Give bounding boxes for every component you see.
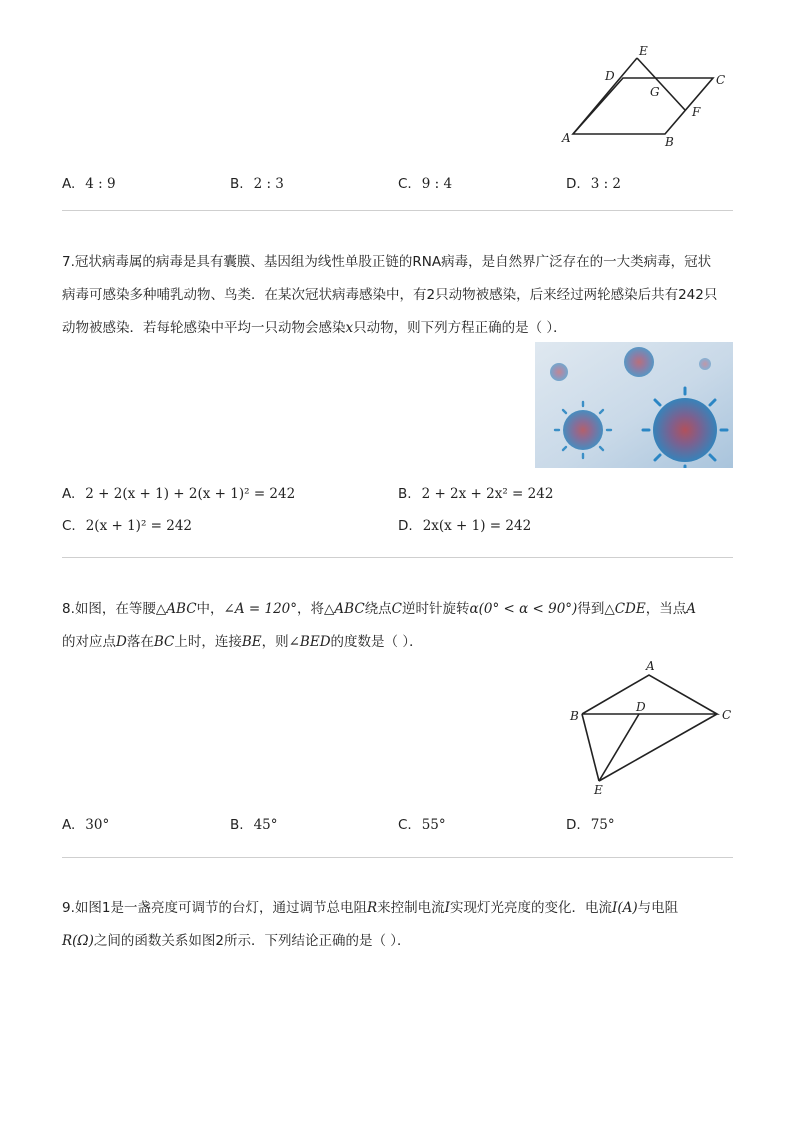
q9-stem-line2: R(Ω)之间的函数关系如图2所示．下列结论正确的是（ ）． <box>62 933 411 949</box>
q6-figure <box>555 38 735 150</box>
q6-line-ef <box>637 58 685 110</box>
q6-label-d: D <box>605 69 615 83</box>
q8-line-be <box>582 714 599 781</box>
q8-label-c: C <box>722 708 732 722</box>
q8-label-d: D <box>636 700 646 714</box>
q8-line-de <box>599 714 639 781</box>
q8-option-a[interactable]: A. 30° <box>62 817 110 833</box>
divider <box>62 857 733 858</box>
q6-label-c: C <box>716 73 726 87</box>
q9-stem-line1: 9.如图1是一盏亮度可调节的台灯，通过调节总电阻R来控制电流I实现灯光亮度的变化．电流I(A)与电阻 <box>62 900 679 916</box>
q8-line-ce <box>599 714 717 781</box>
q6-label-a: A <box>562 131 571 145</box>
q7-stem-line3: 动物被感染．若每轮感染中平均一只动物会感染x只动物，则下列方程正确的是（ ）． <box>62 320 567 336</box>
q6-label-g: G <box>650 85 660 99</box>
q6-option-d[interactable]: D. 3 : 2 <box>566 176 621 192</box>
virus-medium <box>555 402 611 458</box>
q6-option-c[interactable]: C. 9 : 4 <box>398 176 453 192</box>
virus-photo <box>535 342 733 468</box>
q7-option-a[interactable]: A. 2 + 2(x + 1) + 2(x + 1)² = 242 <box>62 486 296 502</box>
q6-label-f: F <box>692 105 701 119</box>
q8-label-a: A <box>646 659 655 673</box>
q7-stem-line2: 病毒可感染多种哺乳动物、鸟类．在某次冠状病毒感染中，有2只动物被感染，后来经过两轮感染后共有242只 <box>62 287 718 303</box>
q6-option-b[interactable]: B. 2 : 3 <box>230 176 284 192</box>
q7-option-c[interactable]: C. 2(x + 1)² = 242 <box>62 518 193 534</box>
divider <box>62 557 733 558</box>
q6-label-e: E <box>639 44 648 58</box>
q6-label-b: B <box>665 135 674 149</box>
q8-label-e: E <box>594 783 603 797</box>
q8-label-b: B <box>570 709 579 723</box>
q8-option-c[interactable]: C. 55° <box>398 817 446 833</box>
q8-option-b[interactable]: B. 45° <box>230 817 278 833</box>
q8-stem-line1: 8.如图，在等腰△ABC中，∠A = 120°，将△ABC绕点C逆时针旋转α(0° < α < 90°)得到△CDE，当点A <box>62 601 696 617</box>
q7-stem-line1: 7.冠状病毒属的病毒是具有囊膜、基因组为线性单股正链的RNA病毒，是自然界广泛存在的一大类病毒，冠状 <box>62 254 712 270</box>
q7-option-d[interactable]: D. 2x(x + 1) = 242 <box>398 518 532 534</box>
q8-stem-line2: 的对应点D落在BC上时，连接BE，则∠BED的度数是（ ）． <box>62 634 423 650</box>
q8-option-d[interactable]: D. 75° <box>566 817 615 833</box>
q8-triangle-abc <box>582 675 717 714</box>
q8-figure <box>562 656 742 798</box>
divider <box>62 210 733 211</box>
q7-option-b[interactable]: B. 2 + 2x + 2x² = 242 <box>398 486 554 502</box>
q6-option-a[interactable]: A. 4 : 9 <box>62 176 116 192</box>
